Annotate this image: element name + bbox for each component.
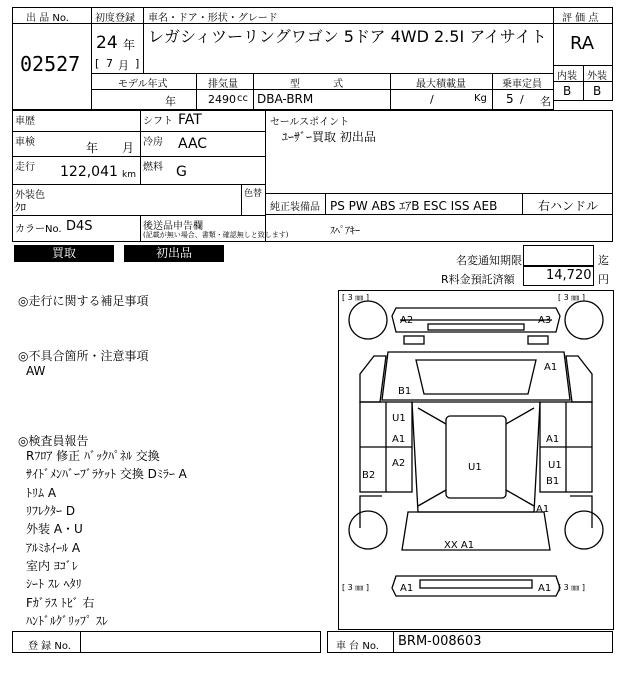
wheel-rear-left <box>349 511 387 549</box>
car-damage-diagram <box>338 290 614 630</box>
recycle-label: R料金預託済額 <box>441 273 515 286</box>
shift: FAT <box>178 112 202 128</box>
inspector-line: Rﾌﾛｱ 修正 ﾊﾞｯｸﾊﾟﾈﾙ 交換 <box>26 449 160 463</box>
name-change-label: 名変通知期限 <box>456 254 522 267</box>
model-year-label: モデル年式 <box>118 79 168 90</box>
damage-mark: U1 <box>468 462 482 473</box>
sales-point-label: セールスポイント <box>270 117 350 128</box>
chassis-label: 車 台 No. <box>336 641 379 652</box>
inspector-line: ﾄﾘﾑ A <box>26 486 57 500</box>
damage-mark: U1 <box>392 413 406 424</box>
sales-point: ﾕｰｻﾞｰ買取 初出品 <box>282 130 376 144</box>
ac: AAC <box>178 136 208 152</box>
color-no-label: カラーNo. <box>15 224 62 235</box>
docs-sub: (記載が無い場合、書類・確認無しと致します) <box>143 231 289 239</box>
equip-label: 純正装備品 <box>270 202 320 213</box>
inspection-label: 車検 <box>15 137 35 148</box>
inspector-line: 室内 ﾖｺﾞﾚ <box>26 559 78 573</box>
max-load-unit: Kg <box>474 93 487 104</box>
inspector-line: ｼｰﾄ ｽﾚ ﾍﾀﾘ <box>26 577 82 591</box>
damage-mark: U1 <box>548 460 562 471</box>
fuel-label: 燃料 <box>143 162 163 173</box>
displacement-unit: cc <box>237 93 248 104</box>
car-name: レガシィツーリングワゴン 5ドア 4WD 2.5I アイサイト <box>148 27 547 46</box>
ac-label: 冷房 <box>143 137 163 148</box>
defects-title: ◎不具合箇所・注意事項 <box>18 349 149 363</box>
lot-no-label: 出 品 No. <box>26 13 69 24</box>
name-change-unit: 迄 <box>598 254 609 267</box>
displacement-label: 排気量 <box>208 79 238 90</box>
chassis-no: BRM-008603 <box>398 634 482 649</box>
damage-mark: A1 <box>536 504 550 515</box>
defects: AW <box>26 364 46 378</box>
reg-year-unit: 年 <box>123 38 136 52</box>
inspector-line: 外装 A・U <box>26 522 83 536</box>
lot-no: 02527 <box>20 52 81 76</box>
inspection-year-unit: 年 <box>86 141 99 155</box>
type-label: 型 式 <box>290 79 344 90</box>
inspector-line: ｻｲﾄﾞﾒﾝﾊﾞｰﾌﾞﾗｹｯﾄ 交換 Dﾐﾗｰ A <box>26 467 187 481</box>
inspector-line: ﾘﾌﾚｸﾀｰ D <box>26 504 76 518</box>
buy-bar: 買取 <box>14 245 114 262</box>
inspector-line: Fｶﾞﾗｽ ﾄﾋﾞ 右 <box>26 596 95 610</box>
reg-month: 7 <box>106 57 113 70</box>
damage-mark: B2 <box>362 470 376 481</box>
capacity-label: 乗車定員 <box>502 79 542 90</box>
inspector-line: ﾊﾝﾄﾞﾙｸﾞﾘｯﾌﾟ ｽﾚ <box>26 614 108 628</box>
mileage: 122,041 <box>60 164 118 180</box>
capacity-sep: / <box>520 93 524 106</box>
reg-year: 24 <box>96 33 118 53</box>
shift-label: シフト <box>143 116 173 127</box>
max-load-label: 最大積載量 <box>416 79 466 90</box>
damage-mark: A1 <box>546 434 560 445</box>
color-change-label: 色替 <box>244 189 263 199</box>
damage-mark: A1 <box>392 434 406 445</box>
damage-mark: A1 <box>400 583 414 594</box>
model-type: DBA-BRM <box>257 92 314 106</box>
capacity: 5 <box>506 92 514 106</box>
equip: PS PW ABS ｴｱB ESC ISS AEB <box>330 199 498 213</box>
damage-mark: A2 <box>392 458 406 469</box>
first-listing-bar: 初出品 <box>124 245 224 262</box>
max-load-sep: / <box>430 93 434 106</box>
tire-depth-rr: [ 3 ㎜ ] <box>558 583 585 592</box>
capacity-unit: 名 <box>540 95 551 108</box>
inspector-title: ◎検査員報告 <box>18 434 89 448</box>
grade: RA <box>570 33 595 54</box>
car-name-label: 車名・ドア・形状・グレード <box>148 13 278 24</box>
wheel-front-left <box>349 301 387 339</box>
tire-depth-rl: [ 3 ㎜ ] <box>342 583 369 592</box>
tire-depth-fr: [ 3 ㎜ ] <box>558 293 585 302</box>
docs-label: 後送品申告欄 <box>143 221 203 232</box>
reg-no-label: 登 録 No. <box>28 641 71 652</box>
interior-grade: B <box>563 84 572 98</box>
mileage-label: 走行 <box>15 162 35 173</box>
damage-mark: A1 <box>544 362 558 373</box>
fuel: G <box>176 164 187 180</box>
exterior-label: 外装 <box>587 71 607 82</box>
damage-mark: A2 <box>400 315 414 326</box>
recycle-unit: 円 <box>598 273 609 286</box>
driving-title: ◎走行に関する補足事項 <box>18 294 149 308</box>
handle: 右ハンドル <box>538 199 599 213</box>
wheel-front-right <box>565 301 603 339</box>
inspection-month-unit: 月 <box>122 141 135 155</box>
grade-label: 評 価 点 <box>562 13 599 24</box>
damage-mark: B1 <box>546 476 560 487</box>
color-no: D4S <box>66 219 93 234</box>
wheel-rear-right <box>565 511 603 549</box>
damage-mark: A1 <box>538 583 552 594</box>
damage-mark: B1 <box>398 386 412 397</box>
history-label: 車歴 <box>15 116 35 127</box>
ext-color-label: 外装色 <box>15 190 45 201</box>
inspector-line: ｱﾙﾐﾎｲｰﾙ A <box>26 541 81 555</box>
exterior-grade: B <box>593 84 602 98</box>
interior-label: 内装 <box>557 71 577 82</box>
docs-box <box>265 214 613 242</box>
damage-mark: XX A1 <box>444 540 475 551</box>
recycle-value: 14,720 <box>546 268 592 283</box>
tire-depth-fl: [ 3 ㎜ ] <box>342 293 369 302</box>
first-reg-label: 初度登録 <box>95 13 135 24</box>
mileage-unit: km <box>122 170 136 180</box>
docs-value: ｽﾍﾟｱｷｰ <box>330 226 360 237</box>
damage-mark: A3 <box>538 315 552 326</box>
displacement: 2490 <box>208 93 236 106</box>
model-year-unit: 年 <box>165 95 176 108</box>
name-change-box <box>523 245 594 267</box>
reg-month-unit: 月 <box>118 59 129 72</box>
ext-color: ｸﾛ <box>15 201 26 214</box>
